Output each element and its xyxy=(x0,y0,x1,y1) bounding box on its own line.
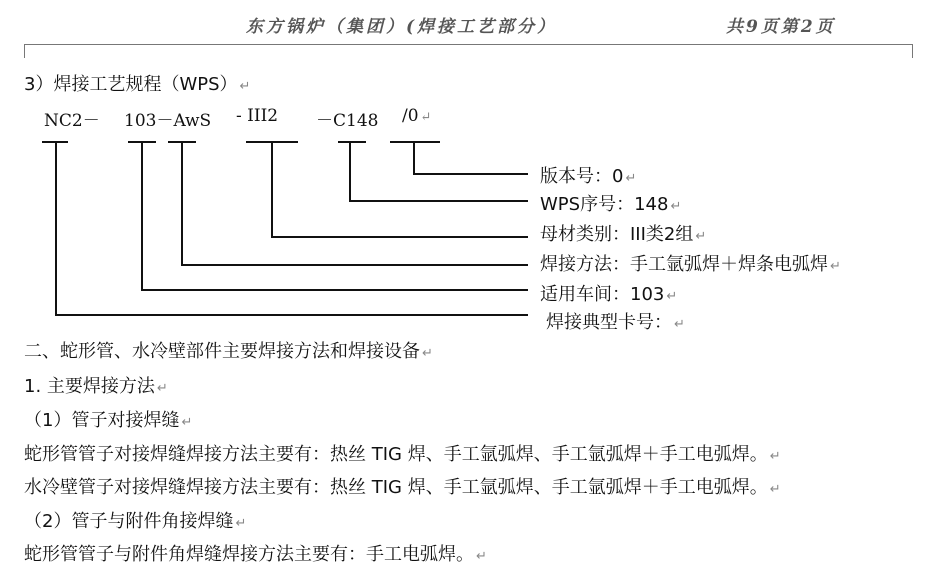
header-page-count: 共9页第2页 xyxy=(726,17,836,37)
item-butt-weld: （1）管子对接焊缝 ↵ xyxy=(24,410,193,431)
header-title: 东方锅炉（集团）(焊接工艺部分） xyxy=(246,17,558,37)
label-version: 版本号：0 ↵ xyxy=(540,166,637,187)
header-corner-left xyxy=(24,44,25,58)
label-welding-method: 焊接方法：手工氩弧焊＋焊条电弧焊 ↵ xyxy=(540,254,841,275)
wps-code-workshop: 103－AwS xyxy=(124,111,212,131)
wps-heading: 3）焊接工艺规程（WPS） ↵ xyxy=(24,74,251,95)
header-rule xyxy=(24,44,912,45)
paragraph-serpentine-butt: 蛇形管管子对接焊缝焊接方法主要有：热丝 TIG 焊、手工氩弧焊、手工氩弧焊＋手工电弧焊。 ↵ xyxy=(24,444,781,465)
label-workshop: 适用车间：103 ↵ xyxy=(540,284,678,305)
subsection-title: 1. 主要焊接方法 ↵ xyxy=(24,376,168,397)
paragraph-waterwall-butt: 水冷壁管子对接焊缝焊接方法主要有：热丝 TIG 焊、手工氩弧焊、手工氩弧焊＋手工电弧焊。 ↵ xyxy=(24,477,781,498)
label-typical-card: 焊接典型卡号： ↵ xyxy=(546,312,685,333)
label-base-material: 母材类别：III类2组 ↵ xyxy=(540,224,707,245)
section-title: 二、蛇形管、水冷壁部件主要焊接方法和焊接设备 ↵ xyxy=(24,341,433,362)
wps-code-serial: －C148 xyxy=(316,111,379,131)
wps-code-prefix: NC2－ xyxy=(44,111,100,131)
item-fillet-weld: （2）管子与附件角接焊缝 ↵ xyxy=(24,511,247,532)
wps-code-version: /0 ↵ xyxy=(402,106,432,126)
wps-code-material: - III2 xyxy=(236,106,279,126)
header-corner-right xyxy=(912,44,913,58)
paragraph-serpentine-fillet: 蛇形管管子与附件角焊缝焊接方法主要有：手工电弧焊。 ↵ xyxy=(24,544,487,565)
label-wps-serial: WPS序号：148 ↵ xyxy=(540,194,682,215)
